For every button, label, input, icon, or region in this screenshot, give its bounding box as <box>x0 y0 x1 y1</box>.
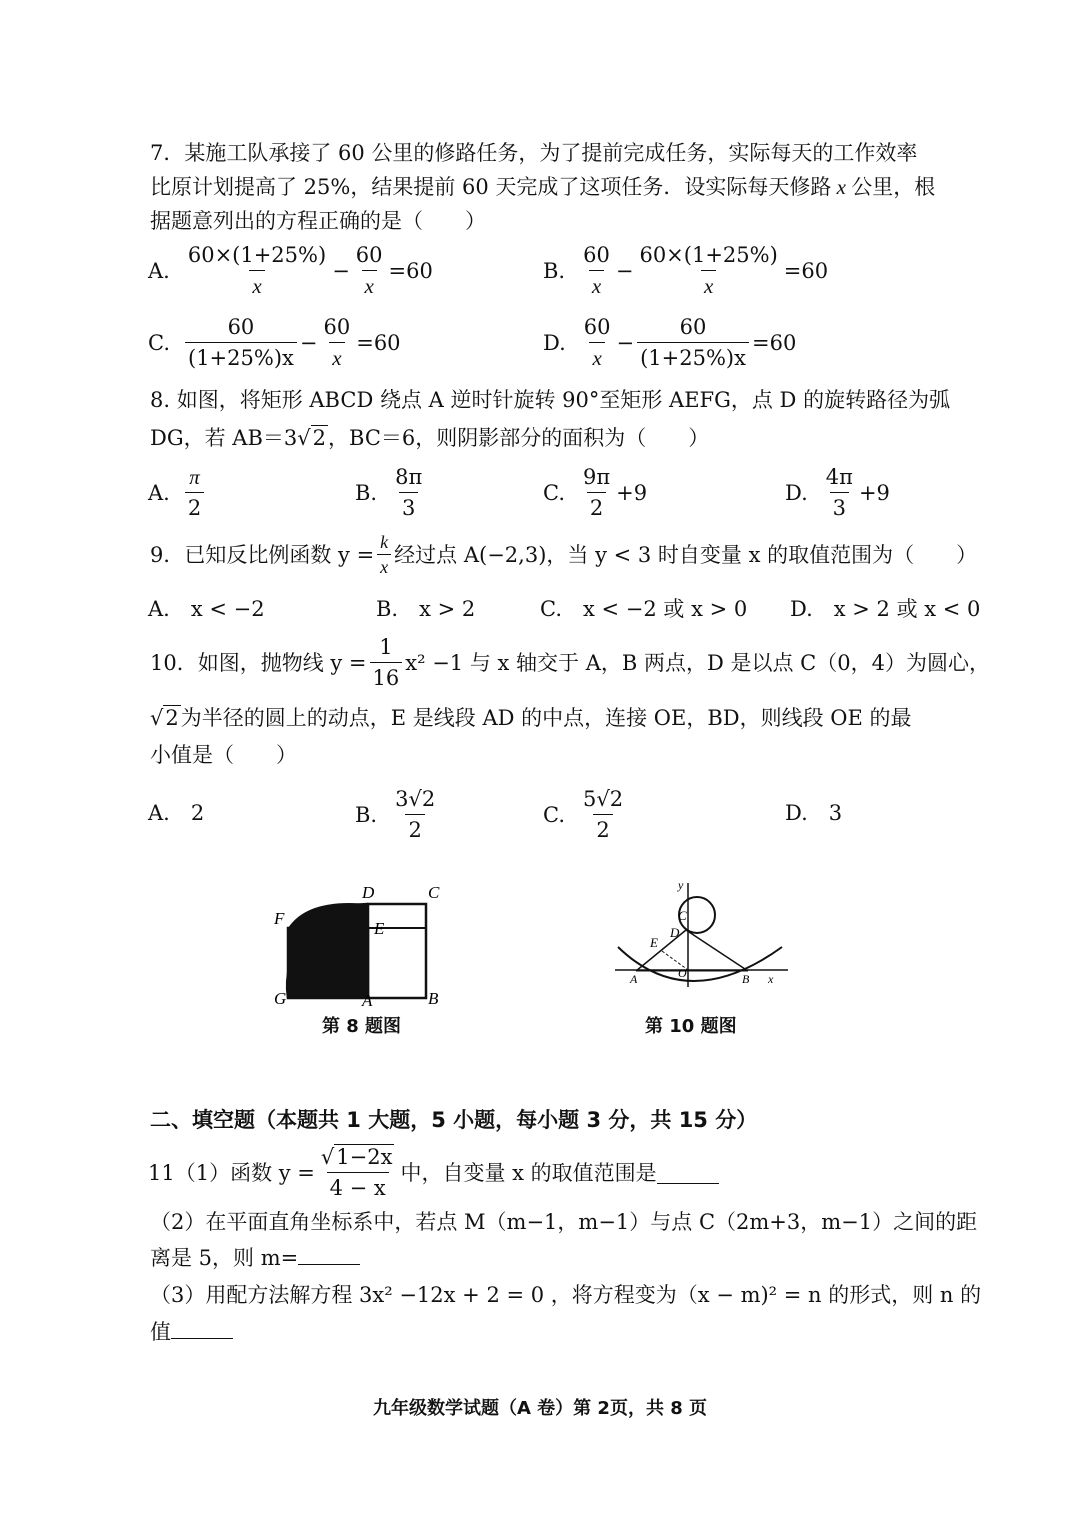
numerator: k <box>380 532 389 552</box>
q7-option-c: C. $\frac{60}{(1+25\%)x}$ − $\frac{60}{x}$ =60 <box>148 312 401 373</box>
q7-line2-b: 公里，根 <box>851 175 936 199</box>
q8-line2-b: ，BC＝6，则阴影部分的面积为（ ） <box>328 426 710 450</box>
label-y: y <box>678 878 684 892</box>
label-b: B <box>428 989 439 1008</box>
numerator: 60 <box>227 315 255 339</box>
tail: +9 <box>858 480 890 505</box>
q7-line2: 比原计划提高了 25%，结果提前 60 天完成了这项任务．设实际每天修路 x 公里，根 <box>150 175 936 199</box>
q11-p1-pre: 11（1）函数 y = <box>148 1160 315 1185</box>
q7-line2-a: 比原计划提高了 25%，结果提前 60 天完成了这项任务．设实际每天修路 <box>150 175 832 199</box>
q11-part1 <box>148 1142 719 1203</box>
q9-pre: 9．已知反比例函数 y = <box>150 542 375 567</box>
q9-post: 经过点 A(−2,3)，当 y < 3 时自变量 x 的取值范围为（ ） <box>394 542 978 567</box>
q8-line1: 8. 如图，将矩形 ABCD 绕点 A 逆时针旋转 90°至矩形 AEFG，点 D 的旋转路径为弧 <box>150 388 951 412</box>
answer-blank[interactable] <box>298 1242 360 1265</box>
rhs: =60 <box>388 258 433 283</box>
fraction <box>392 462 425 523</box>
fraction <box>353 240 386 301</box>
numerator: 60 <box>323 315 351 339</box>
answer-blank[interactable] <box>657 1161 719 1184</box>
numerator: 60×(1+25%) <box>639 243 778 267</box>
option-label: A. <box>148 258 170 283</box>
q11-p3-text: 值 <box>150 1320 171 1344</box>
q9-option-a: A. x < −2 <box>148 597 265 621</box>
fraction <box>580 784 626 845</box>
denominator: x <box>701 270 716 301</box>
numerator <box>392 784 438 814</box>
figure-8-caption: 第 8 题图 <box>322 1016 402 1037</box>
numerator: 60 <box>583 243 610 267</box>
fraction <box>580 462 613 523</box>
denominator: 3 <box>399 492 418 523</box>
option-label: D. <box>785 480 808 505</box>
denominator: 2 <box>587 492 606 523</box>
label-c: C <box>428 883 440 902</box>
q8-option-b <box>355 462 428 523</box>
q7-option-b: B. $\frac{60}{x}$ − $\frac{60\times(1+25\%)}{x}$ =60 <box>543 240 828 301</box>
fraction <box>581 312 614 373</box>
numerator: 1 <box>379 635 393 659</box>
q9-option-d: D. x > 2 或 x < 0 <box>790 597 981 621</box>
label-e: E <box>650 935 658 950</box>
fraction <box>185 462 204 523</box>
denominator: 4 − x <box>327 1172 389 1203</box>
q8-line2-a: DG，若 AB＝3 <box>150 426 298 450</box>
q9-stem <box>150 530 977 579</box>
q10-post: x² −1 与 x 轴交于 A，B 两点，D 是以点 C（0，4）为圆心， <box>405 650 990 675</box>
fraction <box>377 530 391 579</box>
numerator: 4π <box>825 465 853 489</box>
q10-option-b <box>355 784 441 845</box>
q8-option-a <box>148 462 207 523</box>
numerator: √1−2x <box>320 1145 393 1169</box>
tail: +9 <box>616 480 648 505</box>
option-label: C. <box>543 802 565 827</box>
radical: √2 <box>596 787 624 811</box>
q8-line2 <box>150 423 709 453</box>
denominator: 3 <box>830 492 849 523</box>
section-2-heading: 二、填空题（本题共 1 大题，5 小题，每小题 3 分，共 15 分） <box>150 1108 758 1132</box>
q11-p1-post: 中，自变量 x 的取值范围是 <box>400 1160 657 1185</box>
radical: √2 <box>408 787 436 811</box>
fraction <box>185 240 329 301</box>
q11-part3-line2 <box>150 1316 233 1347</box>
q10-line2 <box>150 703 912 733</box>
parabola <box>618 947 782 981</box>
denominator: (1+25%)x <box>185 342 297 373</box>
q10-pre: 10．如图，抛物线 y = <box>150 650 367 675</box>
fraction <box>318 1142 398 1203</box>
fraction <box>320 312 353 373</box>
segment-bd <box>686 930 748 971</box>
sqrt-2: √2 <box>150 706 179 730</box>
q10-option-c <box>543 784 629 845</box>
denominator: 2 <box>405 814 424 845</box>
label-d: D <box>362 883 375 902</box>
label-x: x <box>768 972 774 986</box>
fraction <box>637 312 749 373</box>
label-o: O <box>678 966 687 980</box>
radicand: 1−2x <box>336 1145 393 1169</box>
fraction <box>580 240 613 301</box>
denominator: x <box>589 342 604 373</box>
q11-part2-line1: （2）在平面直角坐标系中，若点 M（m−1，m−1）与点 C（2m+3，m−1）之间的距 <box>150 1210 978 1234</box>
denominator: x <box>589 270 604 301</box>
fraction <box>636 240 780 301</box>
option-label: B. <box>543 258 566 283</box>
q9-option-c: C. x < −2 或 x > 0 <box>540 597 748 621</box>
q9-option-b: B. x > 2 <box>376 597 476 621</box>
option-label: D. <box>543 330 566 355</box>
q10-line3: 小值是（ ） <box>150 743 297 767</box>
q7-line1: 7．某施工队承接了 60 公里的修路任务，为了提前完成任务，实际每天的工作效率 <box>150 141 918 165</box>
q7-option-d: D. $\frac{60}{x}$ − $\frac{60}{(1+25\%)x}$ =60 <box>543 312 796 373</box>
q10-option-d: D. 3 <box>785 801 843 825</box>
denominator: x <box>249 270 264 301</box>
numerator: 8π <box>395 465 423 489</box>
q8-option-c <box>543 462 647 523</box>
figure-10-caption: 第 10 题图 <box>645 1016 737 1037</box>
numerator: 60×(1+25%) <box>187 243 327 267</box>
fraction <box>185 312 297 373</box>
q10-line2-text: 为半径的圆上的动点，E 是线段 AD 的中点，连接 OE，BD，则线段 OE 的最 <box>180 706 912 730</box>
fraction <box>823 462 856 523</box>
q8-option-d <box>785 462 890 523</box>
figure-10-diagram <box>610 875 795 990</box>
option-label: C. <box>148 330 170 355</box>
denominator: x <box>377 554 391 579</box>
coef: 5 <box>583 787 597 811</box>
fraction <box>370 632 403 693</box>
option-label: B. <box>355 802 378 827</box>
numerator <box>580 784 626 814</box>
denominator: 2 <box>185 492 204 523</box>
denominator: x <box>362 270 377 301</box>
label-d: D <box>670 925 680 940</box>
rhs: =60 <box>356 330 401 355</box>
label-c: C <box>678 908 687 923</box>
sqrt-2: √2 <box>297 426 327 450</box>
numerator: π <box>189 465 200 489</box>
coef: 3 <box>395 787 409 811</box>
option-label: C. <box>543 480 565 505</box>
q7-option-a: A. $\frac{60\times(1+25\%)}{x}$ − $\frac{60}{x}$ =60 <box>148 240 433 301</box>
label-e: E <box>374 919 385 938</box>
q11-p2-text: 离是 5，则 m= <box>150 1246 299 1270</box>
shaded-region <box>288 903 368 998</box>
denominator: 2 <box>593 814 612 845</box>
rhs: =60 <box>751 330 797 355</box>
label-a: A <box>362 991 373 1008</box>
denominator: (1+25%)x <box>637 342 749 373</box>
q10-stem <box>150 632 990 693</box>
option-label: B. <box>355 480 378 505</box>
answer-blank[interactable] <box>171 1316 233 1339</box>
fraction <box>392 784 438 845</box>
option-label: A. <box>148 480 170 505</box>
q7-line3: 据题意列出的方程正确的是（ ） <box>150 209 486 233</box>
label-f: F <box>274 909 285 928</box>
q11-part3-line1: （3）用配方法解方程 3x² −12x + 2 = 0 ，将方程变为（x − m)² = n 的形式，则 n 的 <box>150 1283 982 1307</box>
q10-option-a: A. 2 <box>148 801 205 825</box>
denominator: x <box>329 342 344 373</box>
denominator: 16 <box>370 662 403 693</box>
label-g: G <box>274 989 287 1008</box>
numerator: 60 <box>583 315 611 339</box>
figure-8-diagram <box>268 878 448 1008</box>
numerator: 9π <box>583 465 611 489</box>
label-b: B <box>742 972 750 986</box>
numerator: 60 <box>679 315 707 339</box>
numerator: 60 <box>355 243 383 267</box>
q11-part2-line2 <box>150 1242 360 1273</box>
page-footer: 九年级数学试题（A 卷）第 2页，共 8 页 <box>372 1398 708 1419</box>
label-a: A <box>630 972 638 986</box>
rhs: =60 <box>783 258 829 283</box>
